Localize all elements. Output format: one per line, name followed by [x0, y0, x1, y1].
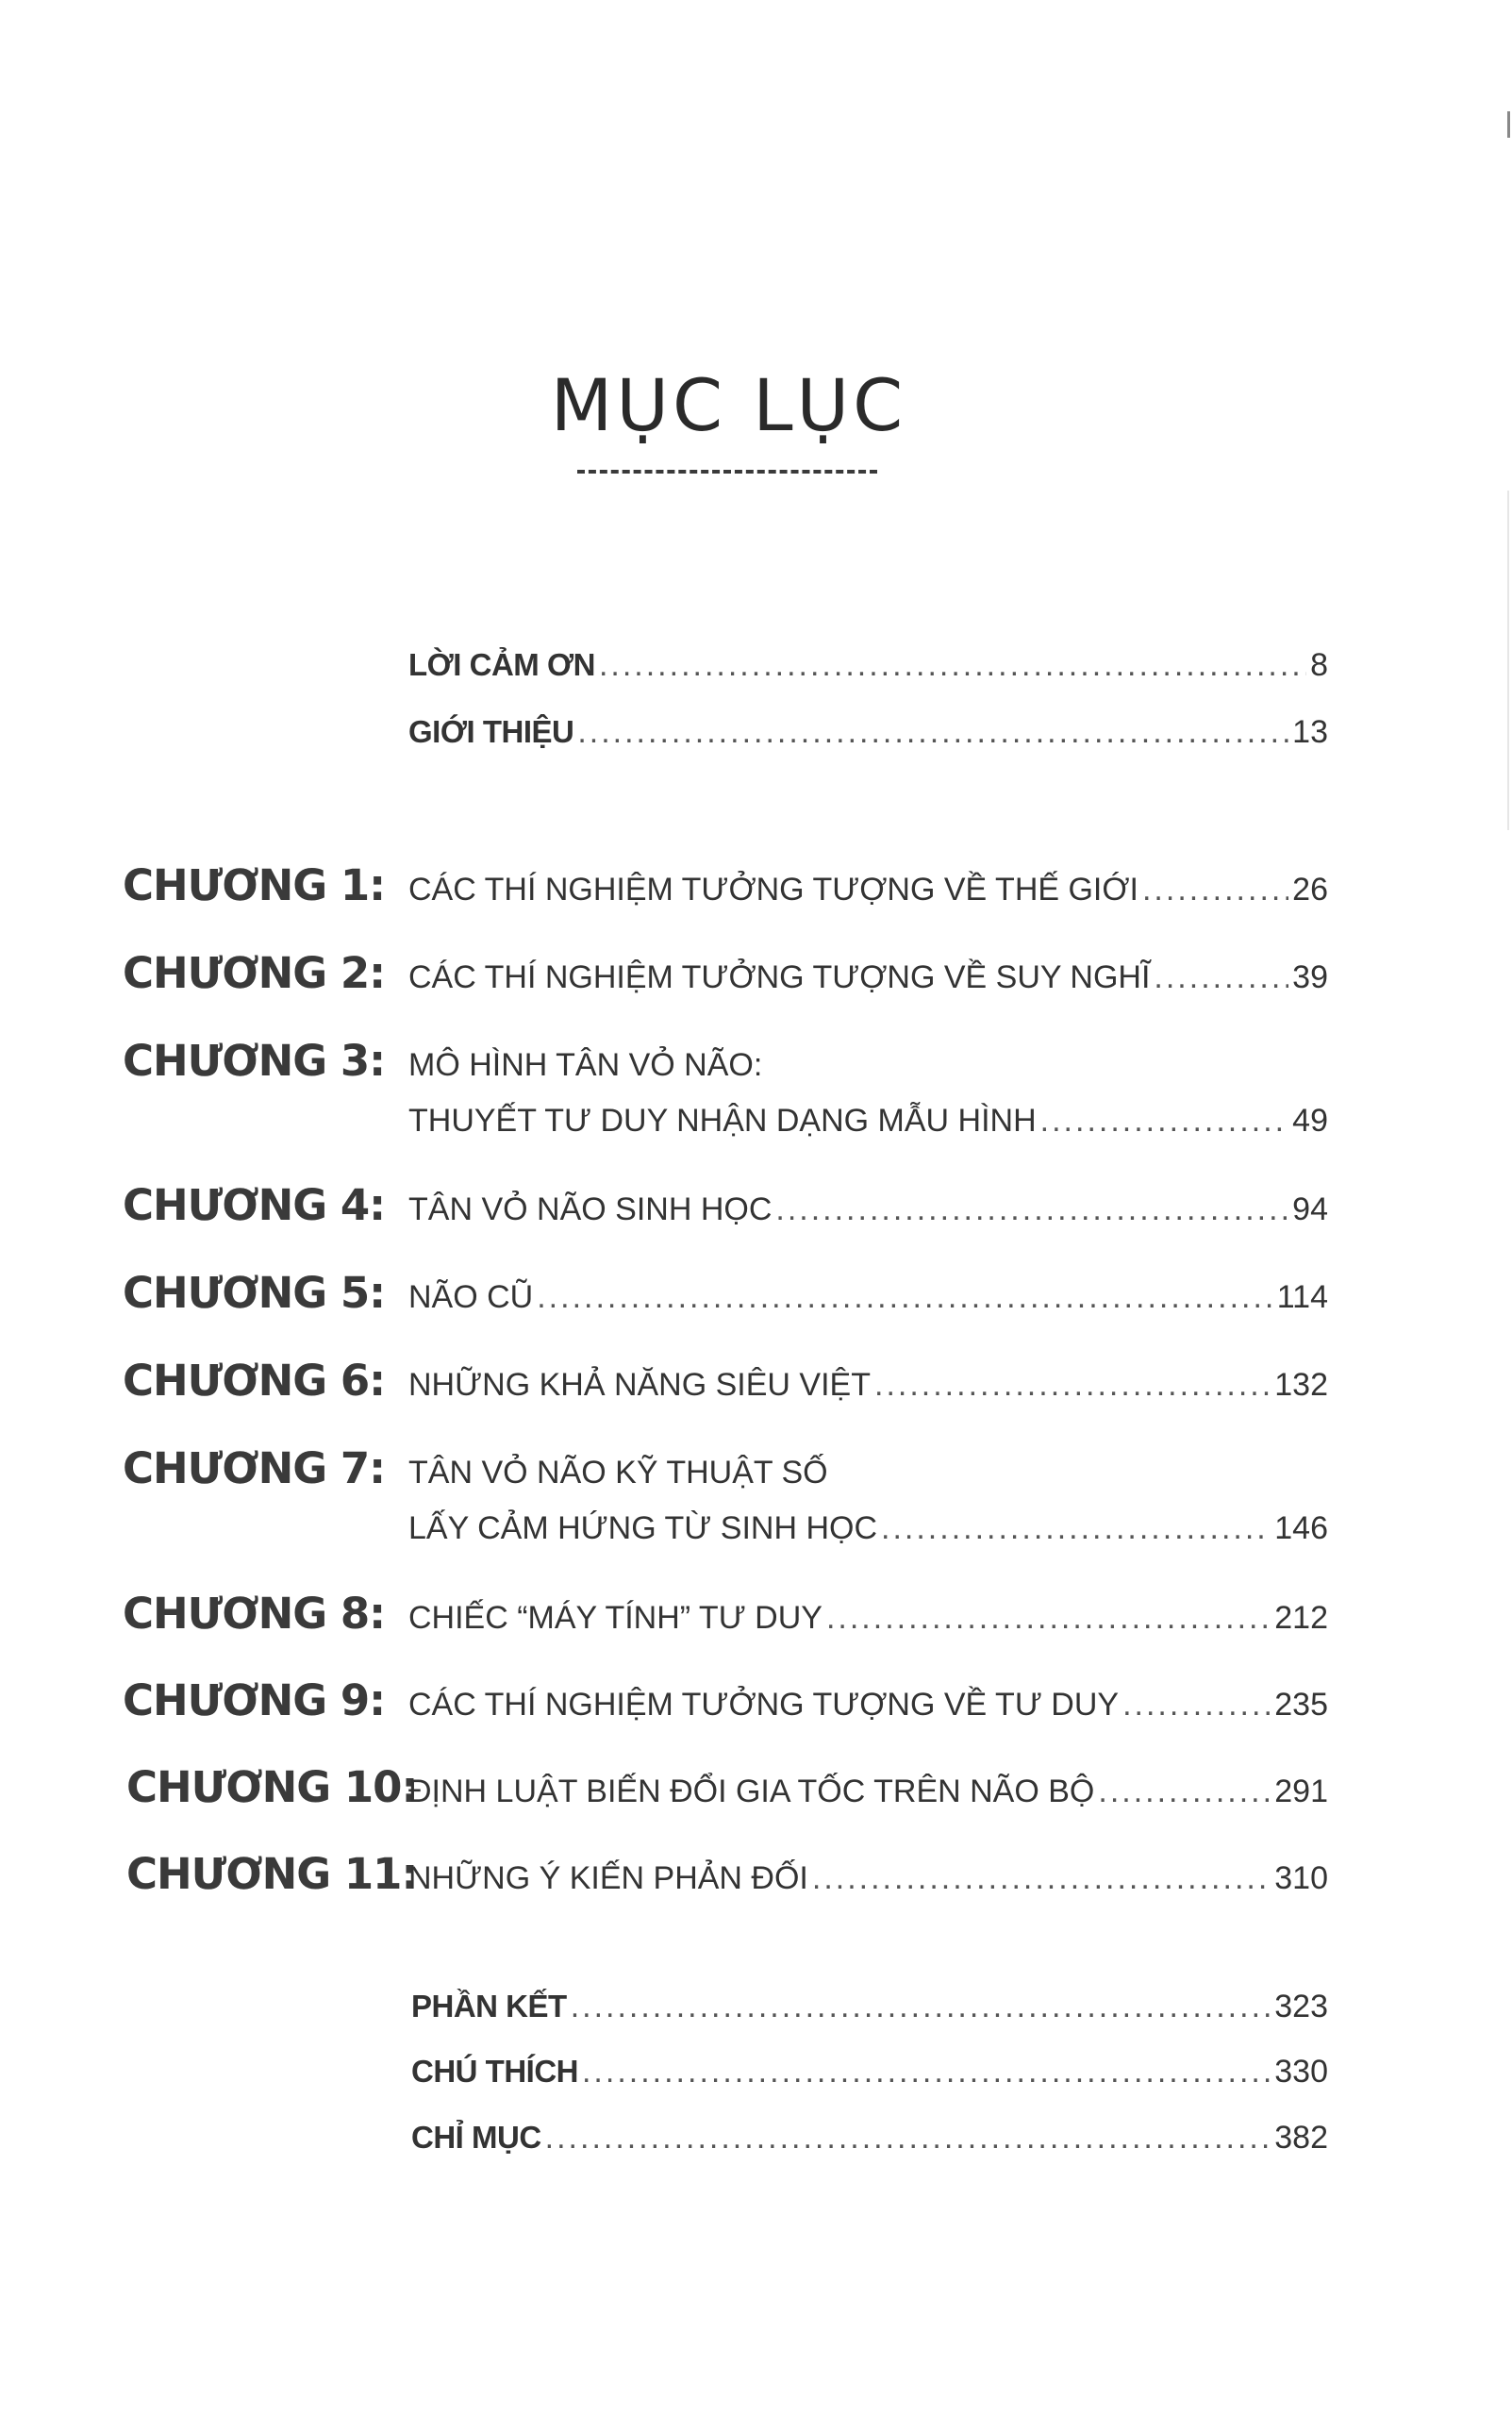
toc-entry-page: 146 — [1274, 1510, 1328, 1546]
toc-entry-title: CHÚ THÍCH — [411, 2054, 578, 2089]
toc-entry-chapter-6[interactable] — [408, 1364, 1328, 1406]
toc-entry-page: 132 — [1274, 1367, 1328, 1403]
toc-entry-chapter-1[interactable] — [408, 869, 1328, 910]
toc-entry-title: CHIẾC “MÁY TÍNH” TƯ DUY — [408, 1600, 822, 1636]
dot-leader — [1098, 1771, 1271, 1812]
toc-entry-title: CÁC THÍ NGHIỆM TƯỞNG TƯỢNG VỀ TƯ DUY — [408, 1687, 1120, 1723]
toc-entry-title: MÔ HÌNH TÂN VỎ NÃO: — [408, 1047, 763, 1083]
toc-entry-chapter-7[interactable] — [408, 1507, 1328, 1549]
dot-leader — [826, 1597, 1271, 1639]
toc-entry-introduction[interactable] — [408, 711, 1328, 753]
toc-entry-title: TÂN VỎ NÃO SINH HỌC — [408, 1191, 773, 1227]
dot-leader — [537, 1276, 1273, 1318]
toc-entry-title: NHỮNG Ý KIẾN PHẢN ĐỐI — [408, 1860, 808, 1896]
toc-entry-chapter-10[interactable] — [408, 1771, 1328, 1812]
toc-entry-page: 212 — [1274, 1600, 1328, 1636]
toc-entry-title: LẤY CẢM HỨNG TỪ SINH HỌC — [408, 1510, 878, 1546]
dot-leader — [599, 644, 1306, 686]
toc-entry-page: 114 — [1276, 1279, 1328, 1315]
scan-edge-mark — [1507, 111, 1510, 138]
toc-entry-page: 94 — [1292, 1191, 1328, 1227]
toc-entry-index[interactable] — [411, 2117, 1328, 2158]
toc-entry-epilogue[interactable] — [411, 1986, 1328, 2027]
toc-entry-chapter-11[interactable] — [408, 1857, 1328, 1899]
toc-entry-title: TÂN VỎ NÃO KỸ THUẬT SỐ — [408, 1455, 828, 1491]
toc-entry-title: THUYẾT TƯ DUY NHẬN DẠNG MẪU HÌNH — [408, 1103, 1037, 1139]
dot-leader — [545, 2117, 1271, 2158]
toc-entry-page: 330 — [1274, 2054, 1328, 2090]
toc-entry-title: LỜI CẢM ƠN — [408, 647, 595, 682]
dot-leader — [582, 2051, 1271, 2092]
toc-entry-page: 291 — [1274, 1774, 1328, 1809]
dot-leader — [1154, 957, 1288, 998]
toc-entry-page: 49 — [1292, 1103, 1328, 1139]
title-dashed-rule — [577, 470, 877, 474]
page-title: MỤC LỤC — [550, 363, 907, 447]
dot-leader — [775, 1189, 1288, 1230]
toc-entry-title: ĐỊNH LUẬT BIẾN ĐỔI GIA TỐC TRÊN NÃO BỘ — [408, 1774, 1095, 1809]
toc-entry-acknowledgements[interactable] — [408, 644, 1328, 686]
toc-entry-chapter-4[interactable] — [408, 1189, 1328, 1230]
toc-entry-page: 26 — [1292, 872, 1328, 908]
toc-entry-title: CÁC THÍ NGHIỆM TƯỞNG TƯỢNG VỀ SUY NGHĨ — [408, 959, 1151, 995]
toc-entry-title: PHẦN KẾT — [411, 1989, 567, 2024]
toc-entry-title: GIỚI THIỆU — [408, 714, 574, 749]
dot-leader — [1142, 869, 1288, 910]
toc-entry-title: NHỮNG KHẢ NĂNG SIÊU VIỆT — [408, 1367, 871, 1403]
dot-leader — [881, 1507, 1271, 1549]
scan-edge-shadow — [1507, 491, 1509, 830]
dot-leader — [1040, 1100, 1289, 1141]
dot-leader — [1122, 1684, 1271, 1725]
dot-leader — [812, 1857, 1271, 1899]
toc-entry-chapter-9[interactable] — [408, 1684, 1328, 1725]
toc-entry-page: 235 — [1274, 1687, 1328, 1723]
toc-entry-title: CHỈ MỤC — [411, 2120, 541, 2155]
toc-entry-page: 382 — [1274, 2120, 1328, 2156]
toc-entry-page: 13 — [1292, 714, 1328, 750]
dot-leader — [577, 711, 1288, 753]
toc-entry-title: NÃO CŨ — [408, 1279, 534, 1315]
toc-entry-notes[interactable] — [411, 2051, 1328, 2092]
dot-leader — [874, 1364, 1271, 1406]
toc-entry-chapter-5[interactable] — [408, 1276, 1328, 1318]
toc-entry-page: 310 — [1274, 1860, 1328, 1896]
toc-entry-chapter-8[interactable] — [408, 1597, 1328, 1639]
toc-entry-page: 8 — [1310, 647, 1328, 683]
toc-entry-page: 323 — [1274, 1989, 1328, 2024]
toc-entry-title: CÁC THÍ NGHIỆM TƯỞNG TƯỢNG VỀ THẾ GIỚI — [408, 872, 1138, 908]
toc-entry-chapter-3[interactable] — [408, 1100, 1328, 1141]
toc-entry-chapter-3-line-1[interactable] — [408, 1044, 1328, 1086]
toc-entry-page: 39 — [1292, 959, 1328, 995]
toc-entry-chapter-2[interactable] — [408, 957, 1328, 998]
toc-entry-chapter-7-line-1[interactable] — [408, 1452, 1328, 1493]
toc-page: MỤC LỤC LỜI CẢM ƠN ..... 8 GIỚI THIỆU ..... 13 CHƯƠNG 1: CÁC THÍ NGHIỆM TƯỞNG TƯỢNG VỀ THẾ GIỚI ..... 26 CHƯƠNG 2: CÁC THÍ NGHIỆM TƯỞNG TƯỢNG VỀ SUY NGHĨ ..... 39 CHƯƠNG 3: MÔ HÌNH TÂN VỎ NÃO: THUYẾT TƯ DUY NHẬN DẠNG MẪU HÌNH ..... 49 CHƯƠNG 4: TÂN VỎ NÃO SINH HỌC ..... 94 CHƯƠNG 5: NÃO CŨ ..... 114 CHƯƠNG 6: NHỮNG KHẢ NĂNG SIÊU VIỆT ..... 132 CHƯƠNG 7: TÂN VỎ NÃO KỸ THUẬT SỐ LẤY CẢM HỨNG TỪ SINH HỌC ..... 146 CHƯƠNG 8: CHIẾC “MÁY TÍNH” TƯ DUY ..... 212 CHƯƠNG 9: CÁC THÍ NGHIỆM TƯỞNG TƯỢNG VỀ TƯ DUY ..... 235 CHƯƠNG 10: ĐỊNH LUẬT BIẾN ĐỔI GIA TỐC TRÊN NÃO BỘ ..... 291 CHƯƠNG 11: NHỮNG Ý KIẾN PHẢN ĐỐI ..... 310 PHẦN KẾT ..... 323 CHÚ THÍCH ..... 330 CHỈ MỤC ..... 382 — [0, 0, 1512, 2415]
dot-leader — [571, 1986, 1271, 2027]
